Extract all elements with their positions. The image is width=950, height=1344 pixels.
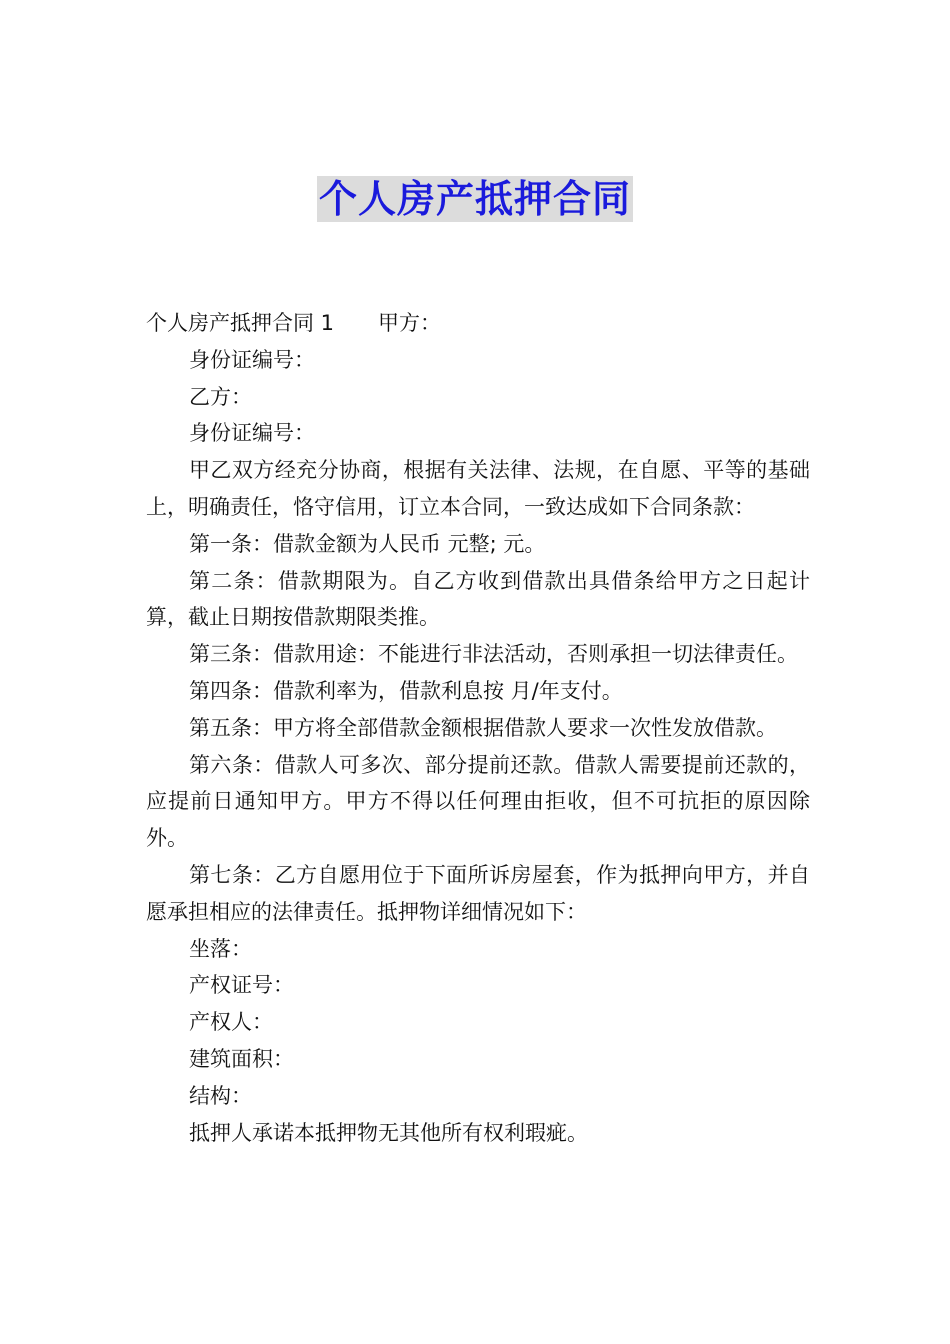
id-number-field-a: 身份证编号：: [189, 347, 315, 372]
article-2: 第二条：借款期限为。自乙方收到借款出具借条给甲方之日起计算，截止日期按借款期限类推。: [146, 568, 810, 630]
heading-line: [146, 305, 810, 342]
closing-statement: 抵押人承诺本抵押物无其他所有权利瑕疵。: [189, 1120, 588, 1145]
building-area-field: 建筑面积：: [189, 1046, 294, 1071]
structure-field: 结构：: [189, 1083, 252, 1108]
property-owner-field: 产权人：: [189, 1010, 273, 1035]
party-b-label: 乙方：: [189, 384, 252, 409]
document-title: 个人房产抵押合同: [318, 177, 631, 221]
article-1: 第一条：借款金额为人民币 元整; 元。: [189, 531, 546, 556]
id-number-field-b: 身份证编号：: [189, 421, 315, 446]
article-6: 第六条：借款人可多次、部分提前还款。借款人需要提前还款的，应提前日通知甲方。甲方不得以任何理由拒收，但不可抗拒的原因除外。: [146, 752, 810, 851]
property-location-field: 坐落：: [189, 936, 252, 961]
title-container: [0, 176, 950, 222]
contract-label: 个人房产抵押合同 1: [146, 311, 335, 335]
property-certificate-field: 产权证号：: [189, 973, 294, 998]
document-body: [146, 305, 810, 1151]
article-3: 第三条：借款用途：不能进行非法活动，否则承担一切法律责任。: [189, 642, 798, 667]
article-7: 第七条：乙方自愿用位于下面所诉房屋套，作为抵押向甲方，并自愿承担相应的法律责任。抵押物详细情况如下：: [146, 862, 810, 924]
party-a-label: 甲方：: [378, 311, 442, 335]
preamble-paragraph: 甲乙双方经充分协商，根据有关法律、法规，在自愿、平等的基础上，明确责任，恪守信用，订立本合同，一致达成如下合同条款：: [146, 458, 810, 519]
article-4: 第四条：借款利率为，借款利息按 月/年支付。: [189, 678, 623, 703]
article-5: 第五条：甲方将全部借款金额根据借款人要求一次性发放借款。: [189, 715, 777, 740]
